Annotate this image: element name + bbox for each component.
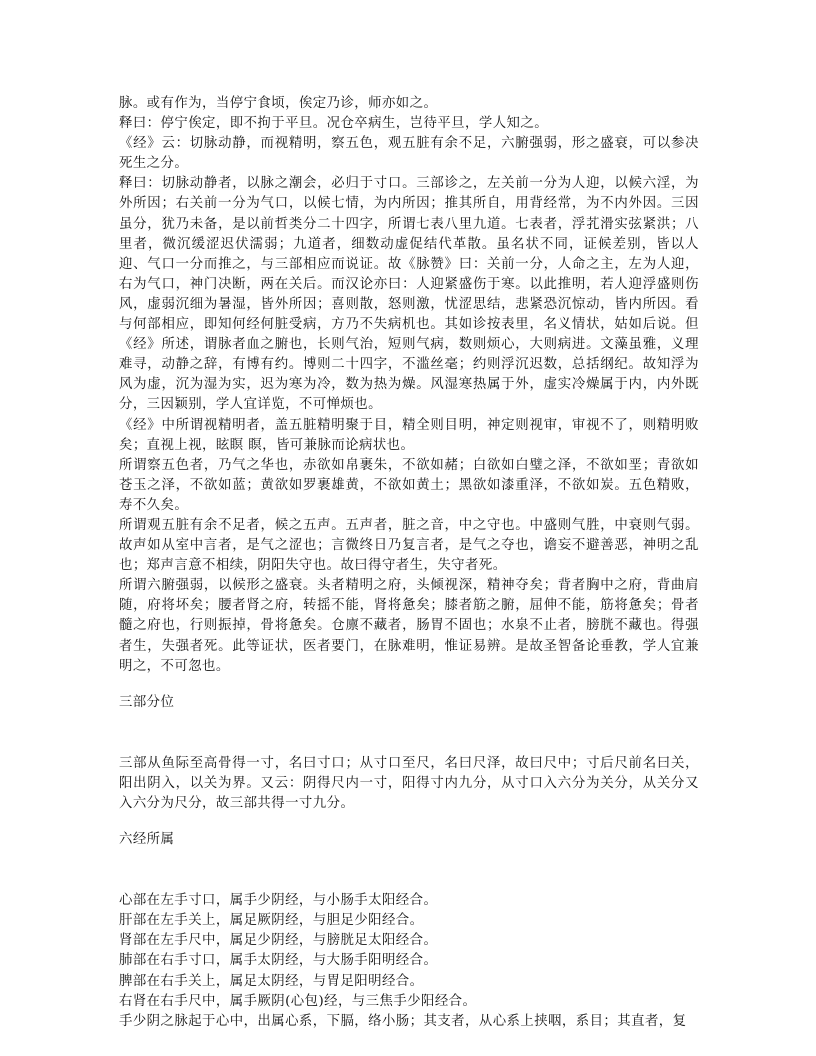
paragraph: 肝部在左手关上，属足厥阴经，与胆足少阳经合。 [119, 913, 424, 929]
paragraph: 所谓观五脏有余不足者，候之五声。五声者，脏之音，中之守也。中盛则气胜，中衰则气弱。故声如从室中言者，是气之涩也；言微终日乃复言者，是气之夺也，谵妄不避善恶，神明之乱也；郑声言意不相续，阴阳失守也。故曰得守者生，失守者死。 [119, 517, 699, 574]
paragraph: 肾部在左手尺中，属足少阴经，与膀胱足太阳经合。 [119, 933, 438, 949]
paragraph: 肺部在右手寸口，属手太阴经，与大肠手阳明经合。 [119, 953, 438, 969]
paragraph: 手少阴之脉起于心中，出属心系，下膈，络小肠；其支者，从心系上挟咽，系目；其直者，复 [119, 1013, 687, 1029]
paragraph: 《经》云：切脉动静，而视精明，察五色，观五脏有余不足，六腑强弱，形之盛衰，可以参决死生之分。 [119, 136, 699, 172]
document-page [119, 94, 699, 1032]
paragraph: 所谓六腑强弱，以候形之盛衰。头者精明之府，头倾视深，精神夺矣；背者胸中之府，背曲肩随，府将坏矣；腰者肾之府，转摇不能，肾将惫矣；膝者筋之腑，屈伸不能，筋将惫矣；骨者髓之府也，行则振掉，骨将惫矣。仓廪不藏者，肠胃不固也；水泉不止者，膀胱不藏也。得强者生，失强者死。此等证状，医者要门，在脉难明，惟证易辨。是故圣智备论垂教，学人宜兼明之，不可忽也。 [119, 578, 699, 674]
paragraph: 三部从鱼际至高骨得一寸，名曰寸口；从寸口至尺，名曰尺泽，故曰尺中；寸后尺前名曰关，阳出阴入，以关为界。又云：阴得尺内一寸，阳得寸内九分，从寸口入六分为关分，从关分又入六分为尺分，故三部共得一寸九分。 [119, 755, 699, 811]
paragraph: 心部在左手寸口，属手少阴经，与小肠手太阳经合。 [119, 893, 438, 909]
paragraph: 释曰：停宁俟定，即不拘于平旦。况仓卒病生，岂待平旦，学人知之。 [119, 116, 549, 132]
section-heading-three-positions: 三部分位 [119, 694, 175, 710]
paragraph: 脾部在右手关上，属足太阴经，与胃足阳明经合。 [119, 973, 424, 989]
section-heading-six-channels: 六经所属 [119, 832, 175, 848]
paragraph: 《经》中所谓视精明者，盖五脏精明聚于目，精全则目明，神定则视审，审视不了，则精明败矣；直视上视，眩瞑 瞑，皆可兼脉而论病状也。 [119, 417, 699, 453]
paragraph: 右肾在右手尺中，属手厥阴(心包)经，与三焦手少阳经合。 [119, 993, 477, 1009]
paragraph: 所谓察五色者，乃气之华也，赤欲如帛裹朱，不欲如赭；白欲如白璧之泽，不欲如垩；青欲如苍玉之泽，不欲如蓝；黄欲如罗裹雄黄，不欲如黄土；黑欲如漆重泽，不欲如炭。五色精败，寿不久矣。 [119, 457, 699, 513]
paragraph: 脉。或有作为，当停宁食顷，俟定乃诊，师亦如之。 [119, 96, 438, 111]
paragraph: 释曰：切脉动静者，以脉之潮会，必归于寸口。三部诊之，左关前一分为人迎，以候六淫，为外所因；右关前一分为气口，以候七情，为内所因；推其所自，用背经常，为不内外因。三因虽分，犹乃未备，是以前哲类分二十四字，所谓七表八里九道。七表者，浮芤滑实弦紧洪；八里者，微沉缓涩迟伏濡弱；九道者，细数动虚促结代革散。虽名状不同，证候差别，皆以人迎、气口一分而推之，与三部相应而说证。故《脉赞》曰：关前一分，人命之主，左为人迎，右为气口，神门决断，两在关后。而汉论亦曰：人迎紧盛伤于寒。以此推明，若人迎浮盛则伤风，虚弱沉细为暑湿，皆外所因；喜则散，怒则激，忧涩思结，悲紧恐沉惊动，皆内所因。看与何部相应，即知何经何脏受病，方乃不失病机也。其如诊按表里，名义情状，姑如后说。但《经》所述，谓脉者血之腑也，长则气治，短则气病，数则烦心，大则病进。文藻虽雅，义理难寻，动静之辞，有博有约。博则二十四字，不滥丝毫；约则浮沉迟数，总括纲纪。故知浮为风为虚，沉为湿为实，迟为寒为冷，数为热为燥。风湿寒热属于外，虚实冷燥属于内，内外既分，三因颖别，学人宜详览，不可惮烦也。 [119, 176, 699, 413]
